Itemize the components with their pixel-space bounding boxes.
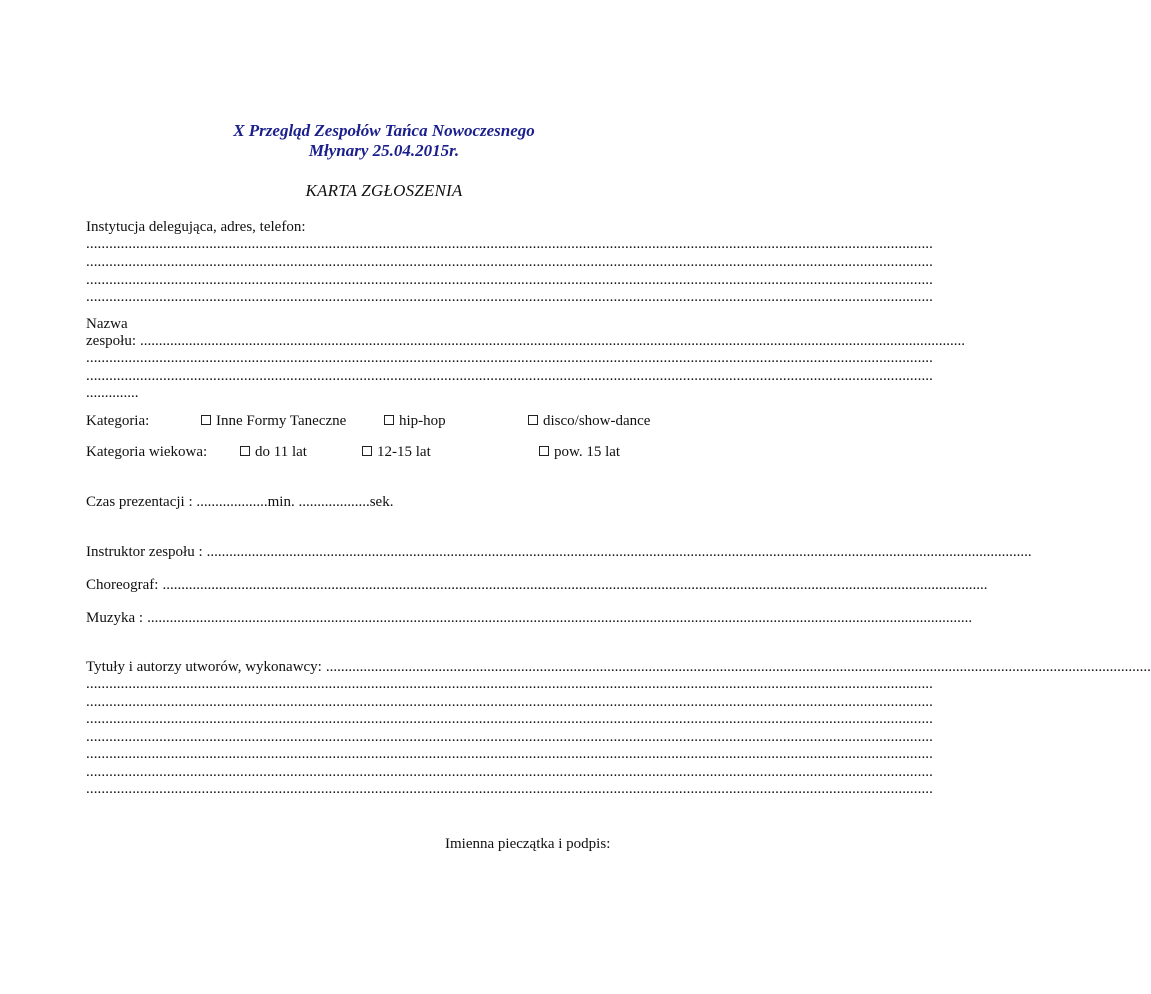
- works-line-1[interactable]: ............................................................................................................................................................................................................................: [325, 659, 1151, 675]
- checkbox-icon[interactable]: [539, 446, 549, 456]
- works-line-3[interactable]: ............................................................................................................................................................................................................................: [86, 694, 933, 710]
- music-row: [86, 610, 973, 627]
- minutes-field[interactable]: ...................: [196, 494, 268, 510]
- institution-line-4[interactable]: ............................................................................................................................................................................................................................: [86, 289, 933, 305]
- age-option-3[interactable]: [539, 444, 620, 461]
- category-option-3[interactable]: [528, 413, 650, 430]
- choreographer-label: Choreograf:: [86, 577, 159, 593]
- works-row: [86, 659, 1151, 676]
- event-title: X Przegląd Zespołów Tańca Nowoczesnego: [233, 121, 535, 140]
- institution-label: Instytucja delegująca, adres, telefon:: [86, 219, 306, 235]
- category-option-2[interactable]: [384, 413, 446, 430]
- works-label: Tytuły i autorzy utworów, wykonawcy:: [86, 659, 322, 675]
- works-line-6[interactable]: ............................................................................................................................................................................................................................: [86, 746, 933, 762]
- age-option-2-label: 12-15 lat: [377, 444, 431, 460]
- instructor-row: [86, 544, 1032, 561]
- category-label: Kategoria:: [86, 413, 150, 429]
- works-line-2[interactable]: ............................................................................................................................................................................................................................: [86, 676, 933, 692]
- team-name-line-3[interactable]: ............................................................................................................................................................................................................................: [86, 368, 933, 384]
- signature-label: Imienna pieczątka i podpis:: [445, 836, 611, 852]
- category-option-2-label: hip-hop: [399, 413, 446, 429]
- checkbox-icon[interactable]: [528, 415, 538, 425]
- instructor-field[interactable]: ............................................................................................................................................................................................................................: [206, 544, 1032, 560]
- team-name-line-2[interactable]: ............................................................................................................................................................................................................................: [86, 350, 933, 366]
- institution-line-2[interactable]: ............................................................................................................................................................................................................................: [86, 254, 933, 270]
- event-place-date: Młynary 25.04.2015r.: [308, 141, 460, 160]
- seconds-unit: sek.: [369, 494, 394, 510]
- team-label-line1: Nazwa: [86, 316, 128, 332]
- age-option-1[interactable]: [240, 444, 307, 461]
- music-label: Muzyka :: [86, 610, 144, 626]
- presentation-time-row: [86, 494, 393, 511]
- minutes-unit: min.: [267, 494, 295, 510]
- choreographer-field[interactable]: ............................................................................................................................................................................................................................: [162, 577, 988, 593]
- category-option-1-label: Inne Formy Taneczne: [216, 413, 347, 429]
- team-name-row: [86, 333, 965, 350]
- team-label-line2: zespołu:: [86, 333, 136, 349]
- form-title: KARTA ZGŁOSZENIA: [305, 181, 463, 200]
- age-option-2[interactable]: [362, 444, 431, 461]
- age-category-label: Kategoria wiekowa:: [86, 444, 208, 460]
- works-line-8[interactable]: ............................................................................................................................................................................................................................: [86, 781, 933, 797]
- works-line-4[interactable]: ............................................................................................................................................................................................................................: [86, 711, 933, 727]
- checkbox-icon[interactable]: [362, 446, 372, 456]
- presentation-time-label: Czas prezentacji :: [86, 494, 193, 510]
- instructor-label: Instruktor zespołu :: [86, 544, 203, 560]
- team-name-line-1[interactable]: ............................................................................................................................................................................................................................: [140, 333, 965, 349]
- category-option-3-label: disco/show-dance: [543, 413, 651, 429]
- works-line-5[interactable]: ............................................................................................................................................................................................................................: [86, 729, 933, 745]
- institution-line-3[interactable]: ............................................................................................................................................................................................................................: [86, 272, 933, 288]
- seconds-field[interactable]: ...................: [298, 494, 370, 510]
- category-option-1[interactable]: [201, 413, 346, 430]
- checkbox-icon[interactable]: [384, 415, 394, 425]
- institution-line-1[interactable]: ............................................................................................................................................................................................................................: [86, 236, 933, 252]
- music-field[interactable]: ............................................................................................................................................................................................................................: [147, 610, 973, 626]
- age-option-3-label: pow. 15 lat: [554, 444, 621, 460]
- age-option-1-label: do 11 lat: [255, 444, 307, 460]
- checkbox-icon[interactable]: [240, 446, 250, 456]
- choreographer-row: [86, 577, 988, 594]
- team-name-line-4[interactable]: ..............: [86, 385, 139, 401]
- checkbox-icon[interactable]: [201, 415, 211, 425]
- works-line-7[interactable]: ............................................................................................................................................................................................................................: [86, 764, 933, 780]
